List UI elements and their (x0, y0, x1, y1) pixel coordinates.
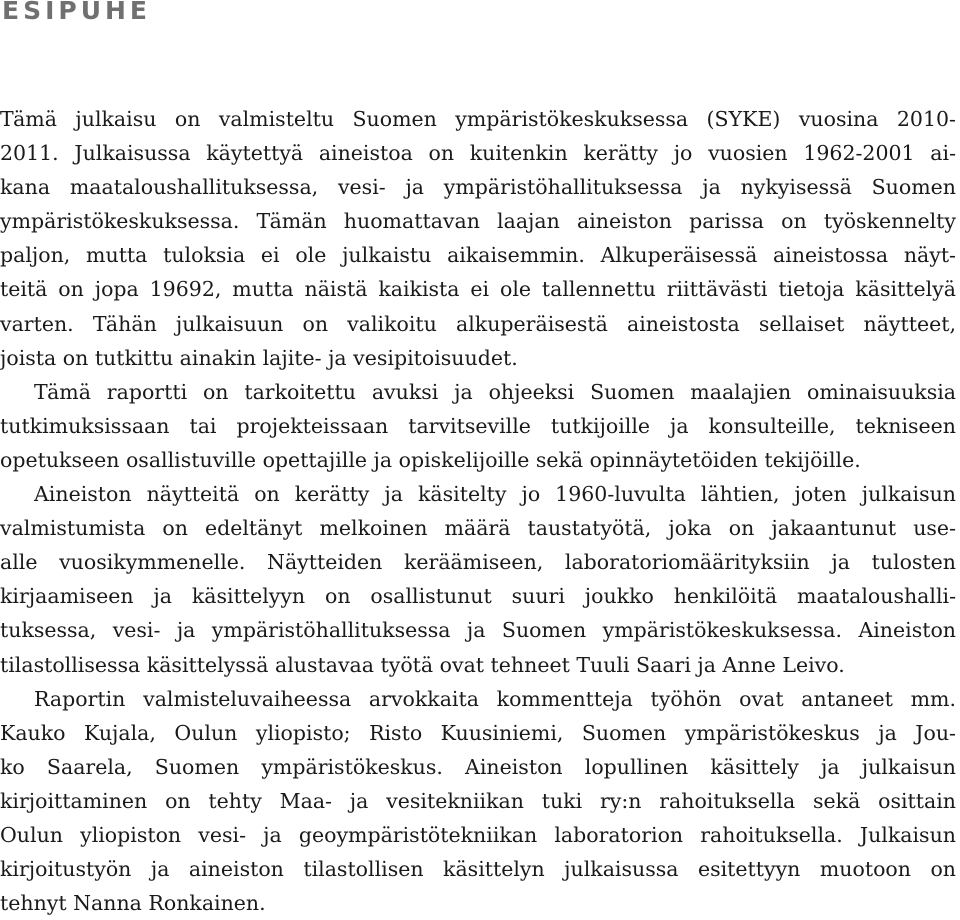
text-line: tilastollisessa käsittelyssä alustavaa työtä ovat tehneet Tuuli Saari ja Anne Leivo. (0, 652, 845, 677)
text-line: kana maataloushallituksessa, vesi- ja ympäristöhallituksessa ja nykyisessä Suomen (0, 175, 956, 200)
text-line: paljon, mutta tuloksia ei ole julkaistu aikaisemmin. Alkuperäisessä aineistossa näyt- (0, 243, 956, 268)
text-line: kirjaamiseen ja käsittelyyn on osallistunut suuri joukko henkilöitä maataloushalli- (0, 584, 956, 609)
page-heading: ESIPUHE (2, 0, 152, 25)
text-line: tuksessa, vesi- ja ympäristöhallituksessa ja Suomen ympäristökeskuksessa. Aineiston (0, 618, 956, 643)
text-line: alle vuosikymmenelle. Näytteiden keräämiseen, laboratoriomäärityksiin ja tulosten (0, 550, 956, 575)
paragraph-3 (0, 477, 956, 682)
text-line: Raportin valmisteluvaiheessa arvokkaita kommentteja työhön ovat antaneet mm. (34, 686, 956, 711)
paragraph-2 (0, 375, 956, 477)
text-line: varten. Tähän julkaisuun on valikoitu alkuperäisestä aineistosta sellaiset näytteet, (0, 311, 956, 336)
paragraph-4 (0, 682, 956, 920)
text-line: kirjoittaminen on tehty Maa- ja vesitekniikan tuki ry:n rahoituksella sekä osittain (0, 788, 956, 813)
text-line: tutkimuksissaan tai projekteissaan tarvitseville tutkijoille ja konsulteille, tekniseen (0, 413, 956, 438)
body-text (0, 102, 956, 920)
text-line: kirjoitustyön ja aineiston tilastollisen käsittelyn julkaisussa esitettyyn muotoon on (0, 857, 956, 882)
text-line: opetukseen osallistuville opettajille ja opiskelijoille sekä opinnäytetöiden tekijöille. (0, 447, 861, 472)
text-line: teitä on jopa 19692, mutta näistä kaikista ei ole tallennettu riittävästi tietoja käsittelyä (0, 277, 956, 302)
text-line: valmistumista on edeltänyt melkoinen määrä taustatyötä, joka on jakaantunut use- (0, 516, 956, 541)
text-line: Tämä raportti on tarkoitettu avuksi ja ohjeeksi Suomen maalajien ominaisuuksia (34, 379, 956, 404)
text-line: Tämä julkaisu on valmisteltu Suomen ympäristökeskuksessa (SYKE) vuosina 2010- (0, 107, 956, 131)
text-line: Aineiston näytteitä on kerätty ja käsitelty jo 1960-luvulta lähtien, joten julkaisun (34, 482, 956, 507)
text-line: Oulun yliopiston vesi- ja geoympäristötekniikan laboratorion rahoituksella. Julkaisun (0, 822, 956, 847)
text-line: ko Saarela, Suomen ympäristökeskus. Aineiston lopullinen käsittely ja julkaisun (0, 754, 956, 779)
paragraph-1 (0, 102, 956, 375)
text-line: Kauko Kujala, Oulun yliopisto; Risto Kuusiniemi, Suomen ympäristökeskus ja Jou- (0, 720, 956, 745)
text-line: ympäristökeskuksessa. Tämän huomattavan laajan aineiston parissa on työskennelty (0, 209, 956, 234)
text-line: joista on tutkittu ainakin lajite- ja vesipitoisuudet. (0, 345, 518, 370)
text-line: 2011. Julkaisussa käytettyä aineistoa on kuitenkin kerätty jo vuosien 1962-2001 ai- (0, 141, 956, 166)
text-line: tehnyt Nanna Ronkainen. (0, 891, 266, 916)
